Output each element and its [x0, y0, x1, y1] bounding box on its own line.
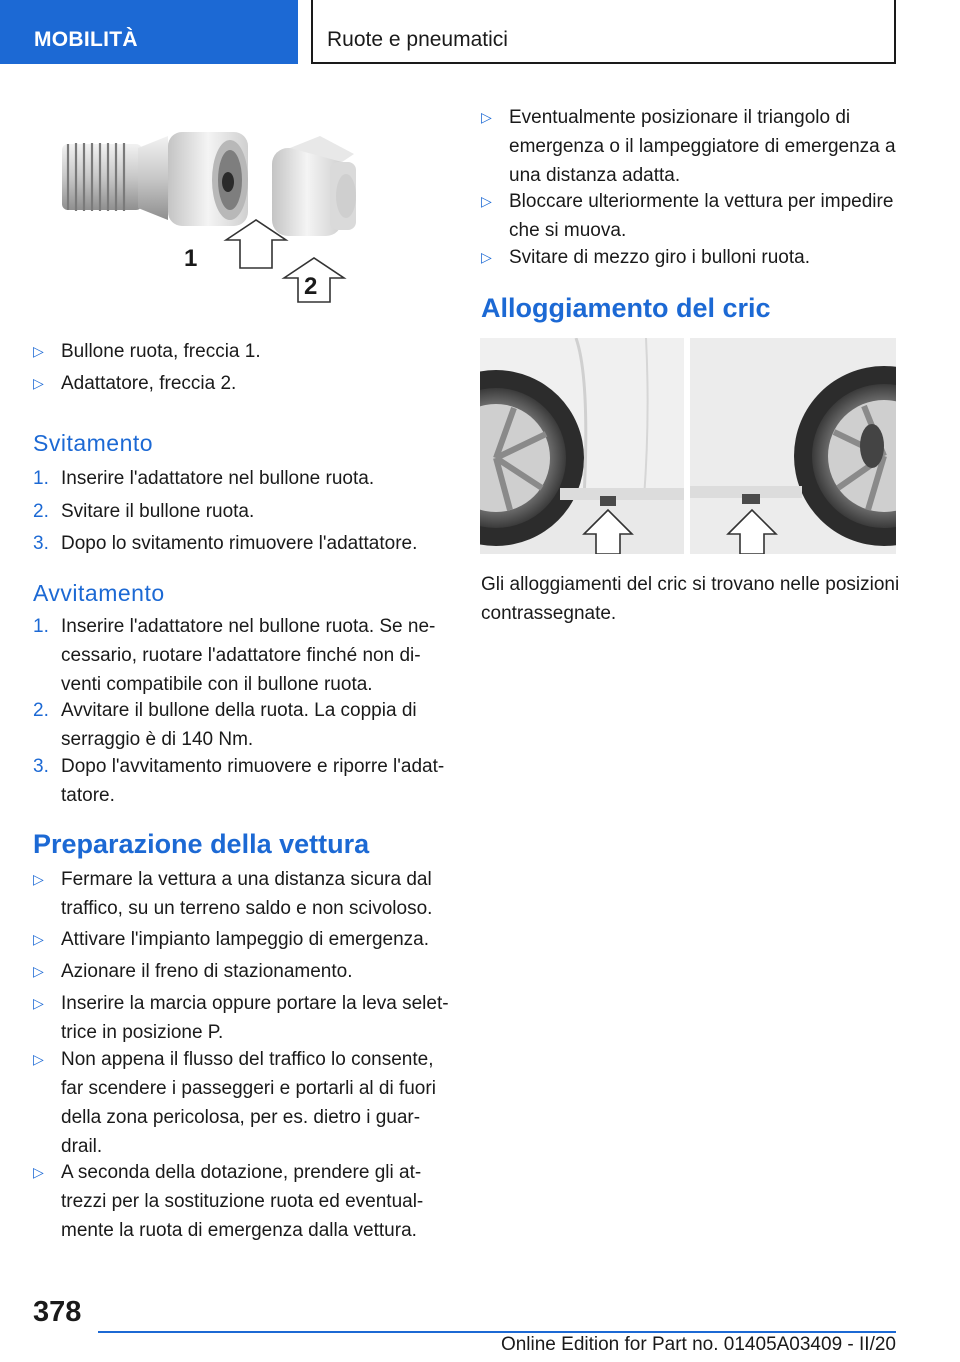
chapter-title: Ruote e pneumatici	[311, 0, 896, 64]
step-number: 3.	[33, 533, 49, 554]
heading-avvitamento: Avvitamento	[33, 580, 165, 606]
footer-divider	[98, 1331, 896, 1333]
triangle-bullet-icon: ▷	[481, 249, 492, 265]
step-number: 1.	[33, 616, 49, 637]
step-text: tatore.	[61, 785, 115, 806]
list-item-text: Adattatore, freccia 2.	[61, 373, 237, 394]
step-text: serraggio è di 140 Nm.	[61, 729, 254, 750]
triangle-bullet-icon: ▷	[481, 109, 492, 125]
list-item-text: Azionare il freno di stazionamento.	[61, 961, 353, 982]
list-item-text: Bloccare ulteriormente la vettura per impedire	[509, 191, 894, 212]
paragraph-line: Gli alloggiamenti del cric si trovano nelle posizioni	[481, 574, 900, 595]
triangle-bullet-icon: ▷	[33, 343, 44, 359]
triangle-bullet-icon: ▷	[33, 1051, 44, 1067]
list-item-text: Attivare l'impianto lampeggio di emergenza.	[61, 929, 429, 950]
list-item-text: far scendere i passeggeri e portarli al di fuori	[61, 1078, 436, 1099]
step-text: venti compatibile con il bullone ruota.	[61, 674, 373, 695]
list-item-text: che si muova.	[509, 220, 627, 241]
step-text: Avvitare il bullone della ruota. La coppia di	[61, 700, 417, 721]
list-item-text: trezzi per la sostituzione ruota ed eventual-	[61, 1191, 424, 1212]
list-item-text: trice in posizione P.	[61, 1022, 224, 1043]
jack-description	[481, 570, 899, 628]
triangle-bullet-icon: ▷	[481, 193, 492, 209]
list-item-text: Fermare la vettura a una distanza sicura dal	[61, 869, 432, 890]
step-text: Inserire l'adattatore nel bullone ruota. Se ne-	[61, 616, 436, 637]
list-item-text: Inserire la marcia oppure portare la leva selet-	[61, 993, 449, 1014]
triangle-bullet-icon: ▷	[33, 1164, 44, 1180]
list-item-text: mente la ruota di emergenza dalla vettura.	[61, 1220, 417, 1241]
figure-label-1: 1	[184, 245, 198, 272]
heading-svitamento: Svitamento	[33, 430, 154, 456]
step-text: Svitare il bullone ruota.	[61, 501, 255, 522]
step-number: 1.	[33, 468, 49, 489]
list-item-text: Non appena il flusso del traffico lo consente,	[61, 1049, 434, 1070]
heading-alloggiamento-cric: Alloggiamento del cric	[481, 293, 771, 323]
triangle-bullet-icon: ▷	[33, 963, 44, 979]
triangle-bullet-icon: ▷	[33, 871, 44, 887]
list-item-text: A seconda della dotazione, prendere gli at-	[61, 1162, 422, 1183]
list-item-text: emergenza o il lampeggiatore di emergenza a	[509, 136, 896, 157]
wheel-bolt-figure	[58, 118, 358, 304]
list-item-text: drail.	[61, 1136, 103, 1157]
step-number: 2.	[33, 700, 49, 721]
step-number: 3.	[33, 756, 49, 777]
list-item-text: Svitare di mezzo giro i bulloni ruota.	[509, 247, 810, 268]
heading-preparazione: Preparazione della vettura	[33, 829, 370, 859]
figure-label-2: 2	[304, 273, 318, 300]
list-item-text: una distanza adatta.	[509, 165, 681, 186]
triangle-bullet-icon: ▷	[33, 375, 44, 391]
list-item-text: traffico, su un terreno saldo e non scivoloso.	[61, 898, 433, 919]
triangle-bullet-icon: ▷	[33, 995, 44, 1011]
step-number: 2.	[33, 501, 49, 522]
list-item-text: della zona pericolosa, per es. dietro i guar-	[61, 1107, 421, 1128]
list-item-text: Bullone ruota, freccia 1.	[61, 341, 261, 362]
step-text: Dopo l'avvitamento rimuovere e riporre l'adat-	[61, 756, 445, 777]
step-text: Inserire l'adattatore nel bullone ruota.	[61, 468, 375, 489]
step-text: cessario, ruotare l'adattatore finché non di-	[61, 645, 421, 666]
section-tab: MOBILITÀ	[0, 0, 298, 64]
footer-edition: Online Edition for Part no. 01405A03409 - II/20	[500, 1334, 896, 1355]
paragraph-line: contrassegnate.	[481, 603, 617, 624]
page-number: 378	[33, 1296, 82, 1328]
step-text: Dopo lo svitamento rimuovere l'adattatore.	[61, 533, 418, 554]
jack-points-figure	[480, 338, 896, 554]
list-item-text: Eventualmente posizionare il triangolo di	[509, 107, 851, 128]
triangle-bullet-icon: ▷	[33, 931, 44, 947]
